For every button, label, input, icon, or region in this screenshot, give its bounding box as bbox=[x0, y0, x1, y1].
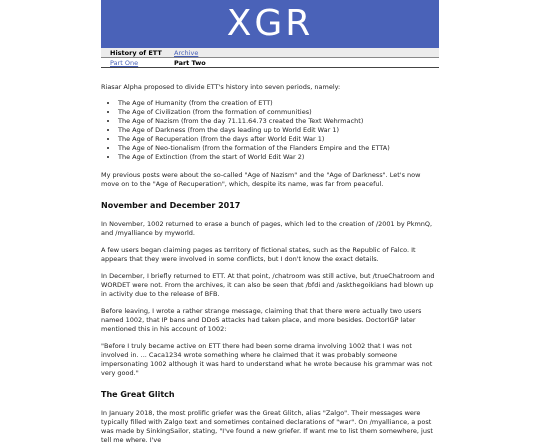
article-content bbox=[101, 83, 439, 445]
nav-history-of-ett: History of ETT bbox=[110, 48, 162, 57]
nav-archive-link[interactable]: Archive bbox=[174, 48, 199, 57]
ages-list bbox=[101, 99, 439, 162]
list-item: • The Age of Humanity (from the creation of ETT) bbox=[118, 99, 439, 108]
intro-paragraph: Riasar Alpha proposed to divide ETT's history into seven periods, namely: bbox=[101, 83, 341, 91]
site-banner bbox=[101, 0, 439, 48]
nav-part-one-link[interactable]: Part One bbox=[110, 58, 139, 67]
list-item: • The Age of Recuperation (from the days after World Edit War 1) bbox=[118, 135, 439, 144]
paragraph: In November, 1002 returned to erase a bunch of pages, which led to the creation of /2001 by PkmnQ, and /myalliance by myworld. bbox=[101, 220, 433, 237]
nav-row-parts bbox=[101, 58, 439, 67]
paragraph: A few users began claiming pages as territory of fictional states, such as the Republic of Falco. It appears that they were involved in some conflicts, but I don't know the exact details. bbox=[101, 246, 416, 263]
heading-great-glitch: The Great Glitch bbox=[101, 390, 175, 399]
site-logo: XGR bbox=[226, 3, 314, 44]
list-item: • The Age of Extinction (from the start of World Edit War 2) bbox=[118, 153, 439, 162]
nav-part-two: Part Two bbox=[174, 58, 206, 67]
page-container bbox=[101, 0, 439, 444]
paragraph: In December, I briefly returned to ETT. At that point, /chatroom was still active, but /trueChatroom and WORDET were not. From the archives, it can also be seen that /bfdi and /askthegoikians had blown up in activity due to the release of BFB. bbox=[101, 272, 435, 298]
nav-row-main bbox=[101, 48, 439, 58]
previous-posts-paragraph: My previous posts were about the so-called "Age of Nazism" and the "Age of Darkness". Let's now move on to the "Age of Recuperation", which, despite its name, was far from peaceful. bbox=[101, 171, 421, 188]
heading-nov-dec-2017: November and December 2017 bbox=[101, 201, 241, 210]
quote-paragraph: "Before I truly became active on ETT there had been some drama involving 1002 that I was not involved in. ... Caca1234 wrote something where he claimed that it was probably someone impersonating 1002 although it was hard to understand what he wrote because his grammar was not very good." bbox=[101, 342, 433, 377]
paragraph: In January 2018, the most prolific griefer was the Great Glitch, alias "Zalgo". Their messages were typically filled with Zalgo text and sometimes contained declarations of "war". On /myalliance, a post was made by SinkingSailor, stating, "I've found a new griefer. If want me to list them somewhere, just tell me where. I've bbox=[101, 409, 433, 444]
paragraph: Before leaving, I wrote a rather strange message, claiming that that there were actually two users named 1002, that IP bans and DDoS attacks had taken place, and more besides. DoctorIGP later mentioned this in his account of 1002: bbox=[101, 307, 422, 333]
list-item: • The Age of Darkness (from the days leading up to World Edit War 1) bbox=[118, 126, 439, 135]
list-item: • The Age of Neo-tionalism (from the formation of the Flanders Empire and the ETTA) bbox=[118, 144, 439, 153]
list-item: • The Age of Nazism (from the day 71.11.64.73 created the Text Wehrmacht) bbox=[118, 117, 439, 126]
section-nav bbox=[101, 48, 439, 68]
list-item: • The Age of Civilization (from the formation of communities) bbox=[118, 108, 439, 117]
